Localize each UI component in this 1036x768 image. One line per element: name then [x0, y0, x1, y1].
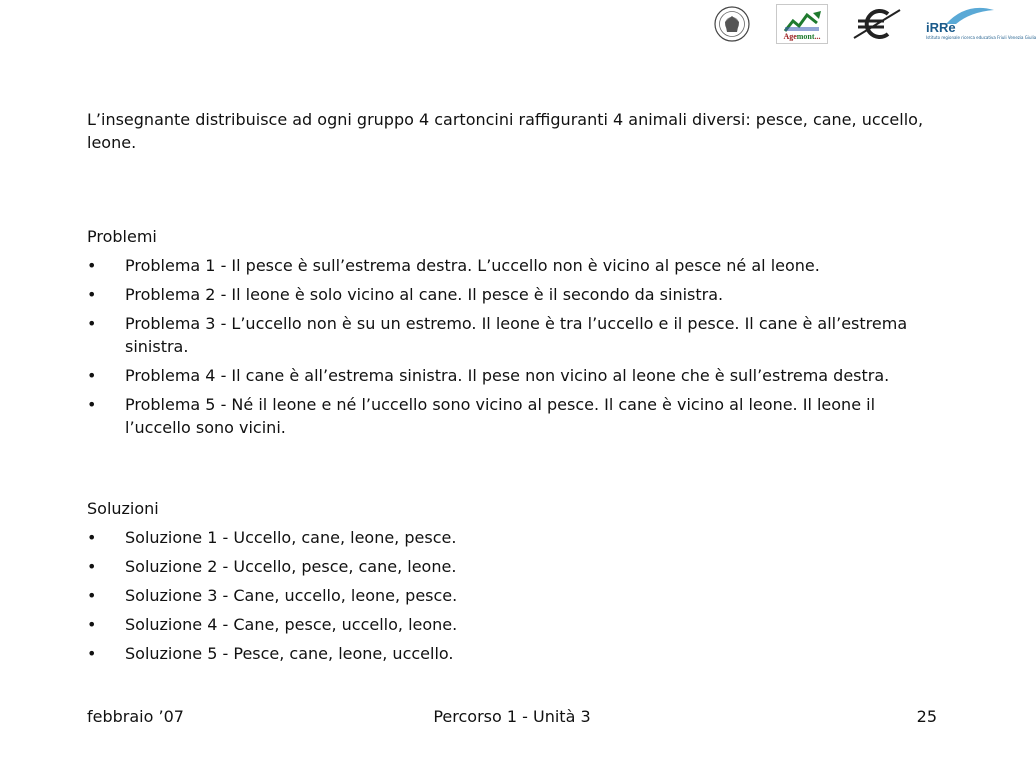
intro-text: L’insegnante distribuisce ad ogni gruppo 4 cartoncini raffiguranti 4 animali diversi: pesce, cane, uccello, leone. — [87, 110, 924, 152]
problems-list — [87, 254, 937, 439]
list-item: • Problema 3 - L’uccello non è su un estremo. Il leone è tra l’uccello e il pesce. Il cane è all’estrema sinistra. — [87, 312, 937, 358]
slide-content — [87, 108, 937, 671]
list-item: • Soluzione 1 - Uccello, cane, leone, pesce. — [87, 526, 937, 549]
solutions-list — [87, 526, 937, 665]
irre-title: iRRe — [926, 20, 956, 35]
footer-date: febbraio ’07 — [87, 707, 184, 726]
solutions-title: Soluzioni — [87, 499, 159, 518]
euro-icon — [854, 8, 900, 40]
irre-logo — [926, 6, 1036, 42]
irre-subtitle: Istituto regionale ricerca educativa Friuli Venezia Giulia — [926, 35, 1036, 40]
page-number: 25 — [916, 707, 937, 726]
footer-course: Percorso 1 - Unità 3 — [433, 707, 591, 726]
list-item: • Problema 4 - Il cane è all’estrema sinistra. Il pese non vicino al leone che è sull’estrema destra. — [87, 364, 937, 387]
header-logos — [714, 4, 1036, 44]
agemont-logo — [776, 4, 828, 44]
list-item: • Soluzione 4 - Cane, pesce, uccello, leone. — [87, 613, 937, 636]
slide-footer — [87, 707, 937, 731]
problems-title: Problemi — [87, 227, 157, 246]
list-item: • Problema 5 - Né il leone e né l’uccello sono vicino al pesce. Il cane è vicino al leone. Il leone il l’uccello sono vicini. — [87, 393, 937, 439]
list-item: • Problema 1 - Il pesce è sull’estrema destra. L’uccello non è vicino al pesce né al leone. — [87, 254, 937, 277]
list-item: • Soluzione 2 - Uccello, pesce, cane, leone. — [87, 555, 937, 578]
list-item: • Soluzione 5 - Pesce, cane, leone, uccello. — [87, 642, 937, 665]
university-seal-icon — [714, 6, 750, 42]
list-item: • Problema 2 - Il leone è solo vicino al cane. Il pesce è il secondo da sinistra. — [87, 283, 937, 306]
list-item: • Soluzione 3 - Cane, uccello, leone, pesce. — [87, 584, 937, 607]
agemont-label: Agemont... — [783, 32, 821, 41]
